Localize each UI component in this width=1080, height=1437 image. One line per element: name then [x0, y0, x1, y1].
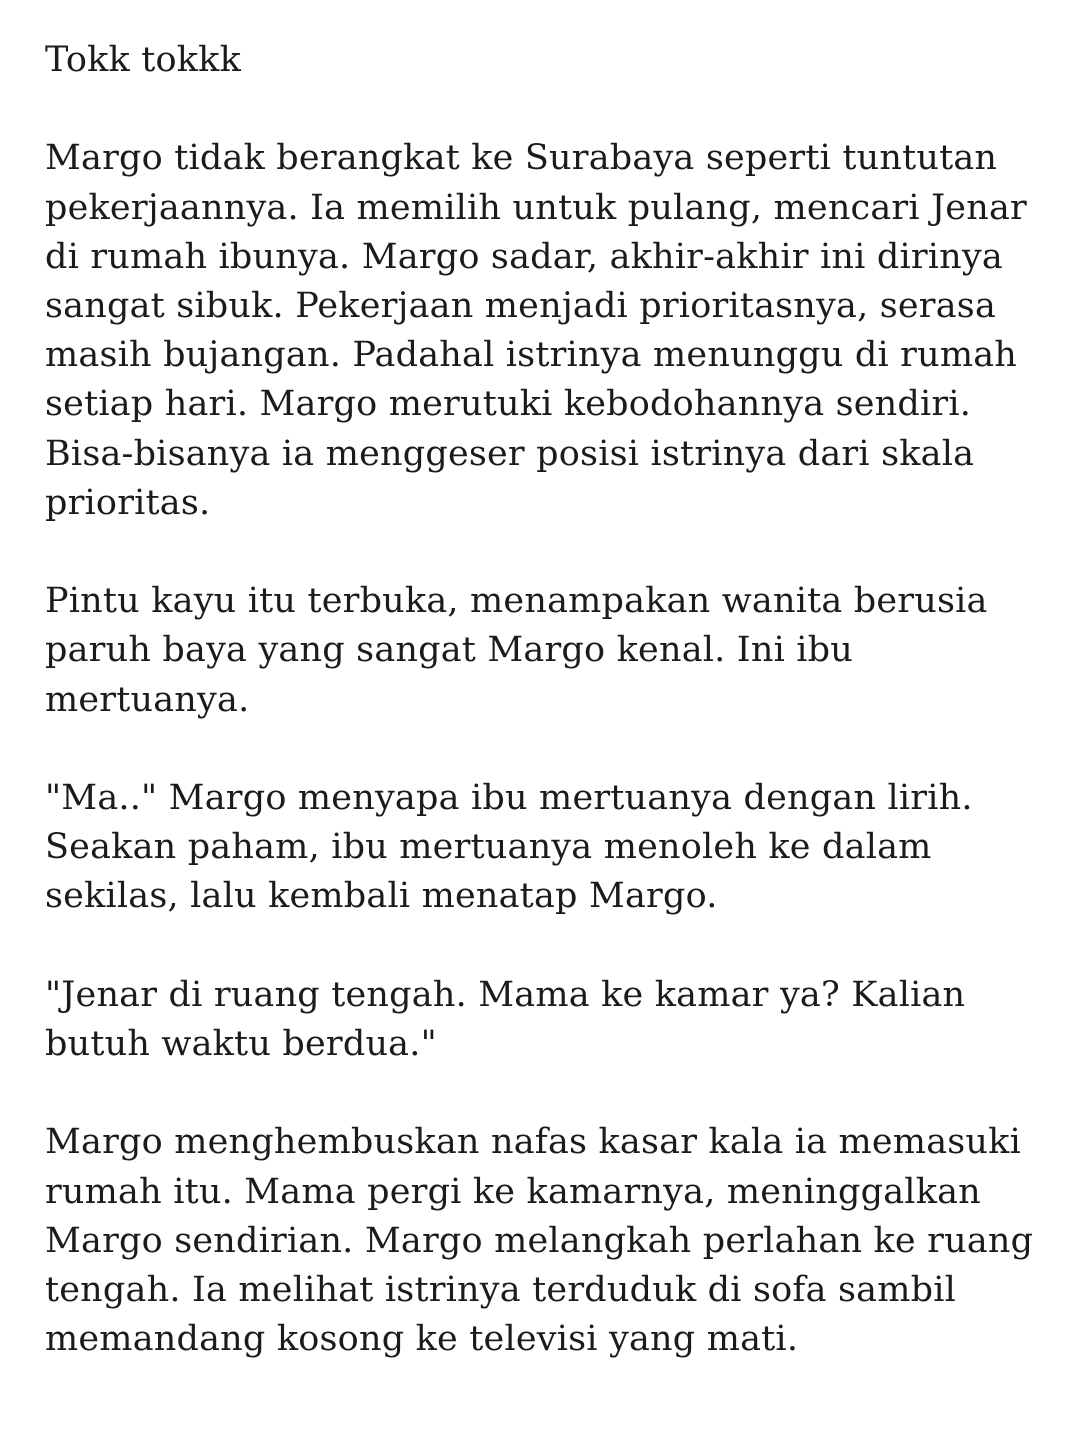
paragraph-dialogue-2: "Jenar di ruang tengah. Mama ke kamar ya? Kalian butuh waktu berdua."	[45, 974, 966, 1064]
paragraph-narration-3: Margo menghembuskan nafas kasar kala ia memasuki rumah itu. Mama pergi ke kamarnya, meninggalkan Margo sendirian. Margo melangkah perlahan ke ruang tengah. Ia melihat istrinya terduduk di sofa sambil memandang kosong ke televisi yang mati.	[45, 1122, 1034, 1360]
paragraph-narration-2: Pintu kayu itu terbuka, menampakan wanita berusia paruh baya yang sangat Margo kenal. Ini ibu mertuanya.	[45, 581, 988, 720]
paragraph-knock: Tokk tokkk	[45, 40, 242, 80]
paragraph-narration-1: Margo tidak berangkat ke Surabaya seperti tuntutan pekerjaannya. Ia memilih untuk pulang, mencari Jenar di rumah ibunya. Margo sadar, akhir-akhir ini dirinya sangat sibuk. Pekerjaan menjadi prioritasnya, serasa masih bujangan. Padahal istrinya menunggu di rumah setiap hari. Margo merutuki kebodohannya sendiri. Bisa-bisanya ia menggeser posisi istrinya dari skala prioritas.	[45, 138, 1027, 523]
story-text	[45, 36, 1060, 1364]
paragraph-dialogue-1: "Ma.." Margo menyapa ibu mertuanya dengan lirih. Seakan paham, ibu mertuanya menoleh ke dalam sekilas, lalu kembali menatap Margo.	[45, 778, 973, 917]
